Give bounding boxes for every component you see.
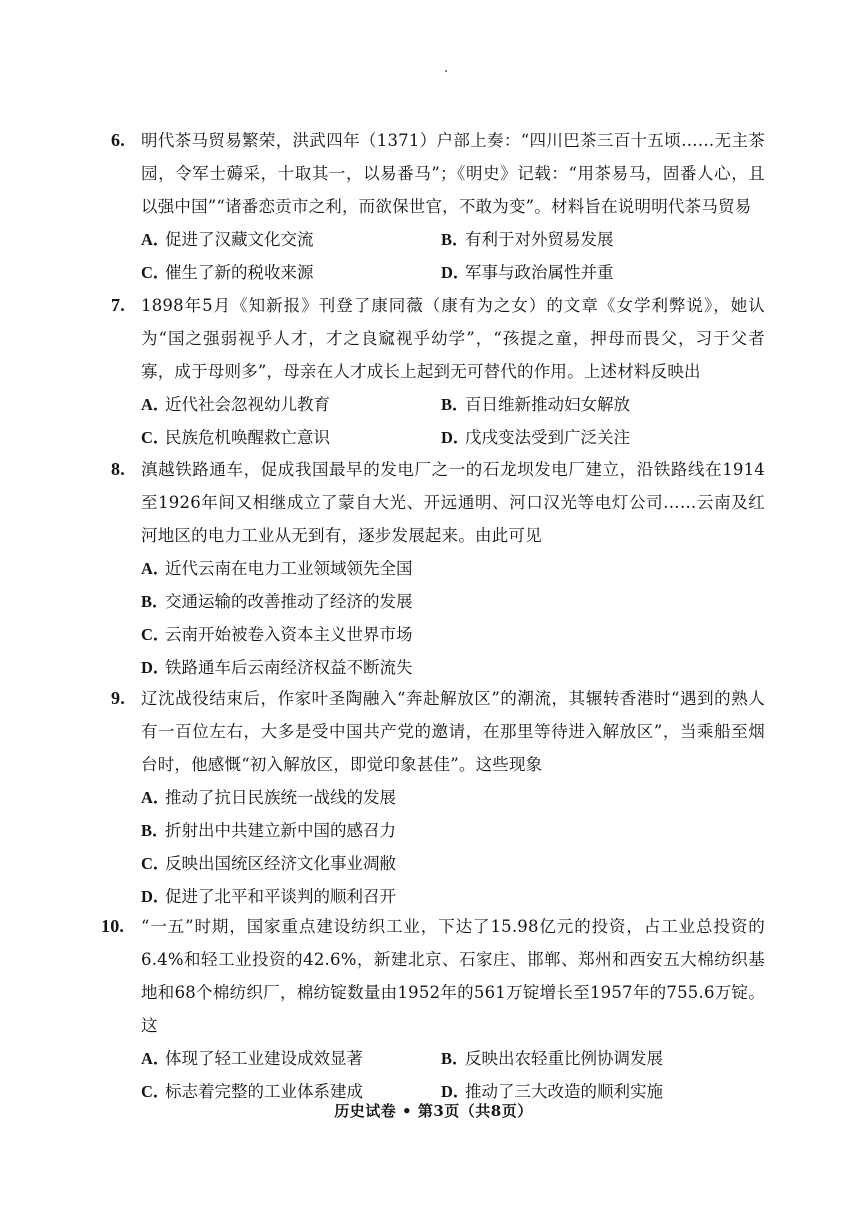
option-letter: A． bbox=[141, 395, 170, 414]
option-text: 促进了汉藏文化交流 bbox=[165, 230, 314, 249]
option-text: 推动了抗日民族统一战线的发展 bbox=[165, 788, 396, 807]
options bbox=[141, 781, 765, 913]
question-8 bbox=[0, 453, 867, 684]
question-text: 1898年5月《知新报》刊登了康同薇（康有为之女）的文章《女学利弊说》，她认为“国之强弱视乎人才，才之良窳视乎幼学”，“孩提之童，押母而畏父，习于父者寡，成于母则多”，母亲在人才成长上起到无可替代的作用。上述材料反映出 bbox=[141, 296, 765, 381]
option-b bbox=[441, 223, 614, 256]
option-text: 推动了三大改造的顺利实施 bbox=[465, 1082, 663, 1101]
question-number: 6. bbox=[111, 130, 125, 150]
option-letter: C． bbox=[141, 1082, 170, 1101]
question-number: 9. bbox=[111, 688, 125, 708]
option-a bbox=[141, 1042, 441, 1075]
option-letter: B． bbox=[141, 821, 169, 840]
page-footer: 历史试卷 • 第3页（共8页） bbox=[334, 1102, 533, 1120]
options bbox=[141, 552, 765, 684]
option-b bbox=[141, 814, 765, 847]
option-text: 百日维新推动妇女解放 bbox=[465, 395, 630, 414]
option-a bbox=[141, 552, 765, 585]
question-7 bbox=[0, 289, 867, 454]
option-text: 催生了新的税收来源 bbox=[165, 263, 314, 282]
option-text: 有利于对外贸易发展 bbox=[465, 230, 614, 249]
options bbox=[141, 1042, 765, 1108]
option-letter: D． bbox=[141, 658, 170, 677]
option-c bbox=[141, 421, 441, 454]
option-letter: B． bbox=[441, 395, 469, 414]
option-letter: A． bbox=[141, 559, 170, 578]
option-text: 军事与政治属性并重 bbox=[465, 263, 614, 282]
option-letter: B． bbox=[441, 1049, 469, 1068]
option-text: 反映出国统区经济文化事业凋敝 bbox=[165, 854, 396, 873]
option-text: 云南开始被卷入资本主义世界市场 bbox=[165, 625, 413, 644]
option-letter: C． bbox=[141, 263, 170, 282]
option-letter: D． bbox=[441, 428, 470, 447]
option-b bbox=[441, 1042, 663, 1075]
option-text: 促进了北平和平谈判的顺利召开 bbox=[165, 887, 396, 906]
option-text: 民族危机唤醒救亡意识 bbox=[165, 428, 330, 447]
option-letter: C． bbox=[141, 625, 170, 644]
option-text: 标志着完整的工业体系建成 bbox=[165, 1082, 363, 1101]
options bbox=[141, 223, 765, 289]
option-letter: A． bbox=[141, 230, 170, 249]
question-text: 辽沈战役结束后，作家叶圣陶融入“奔赴解放区”的潮流，其辗转香港时“遇到的熟人有一百位左右，大多是受中国共产党的邀请，在那里等待进入解放区”，当乘船至烟台时，他感慨“初入解放区，即觉印象甚佳”。这些现象 bbox=[141, 689, 765, 774]
option-letter: A． bbox=[141, 788, 170, 807]
option-text: 铁路通车后云南经济权益不断流失 bbox=[165, 658, 413, 677]
option-letter: C． bbox=[141, 428, 170, 447]
option-text: 反映出农轻重比例协调发展 bbox=[465, 1049, 663, 1068]
option-d bbox=[141, 880, 765, 913]
question-stem bbox=[111, 453, 765, 552]
question-10 bbox=[0, 910, 867, 1108]
option-text: 交通运输的改善推动了经济的发展 bbox=[165, 592, 413, 611]
option-letter: D． bbox=[441, 1082, 470, 1101]
question-text: “一五”时期，国家重点建设纺织工业，下达了15.98亿元的投资，占工业总投资的6.4%和轻工业投资的42.6%，新建北京、石家庄、邯郸、郑州和西安五大棉纺织基地和68个棉纺织厂，棉纺锭数量由1952年的561万锭增长至1957年的755.6万锭。这 bbox=[141, 917, 765, 1035]
option-a bbox=[141, 781, 765, 814]
option-text: 近代社会忽视幼儿教育 bbox=[165, 395, 330, 414]
option-text: 戊戌变法受到广泛关注 bbox=[465, 428, 630, 447]
option-letter: C． bbox=[141, 854, 170, 873]
option-letter: D． bbox=[441, 263, 470, 282]
option-text: 体现了轻工业建设成效显著 bbox=[165, 1049, 363, 1068]
options bbox=[141, 388, 765, 454]
option-b bbox=[441, 388, 630, 421]
option-text: 近代云南在电力工业领域领先全国 bbox=[165, 559, 413, 578]
option-c bbox=[141, 618, 765, 651]
question-9 bbox=[0, 682, 867, 913]
option-letter: A． bbox=[141, 1049, 170, 1068]
option-a bbox=[141, 388, 441, 421]
question-stem bbox=[111, 124, 765, 223]
option-d bbox=[141, 651, 765, 684]
option-c bbox=[141, 256, 441, 289]
option-letter: D． bbox=[141, 887, 170, 906]
question-stem bbox=[101, 910, 765, 1042]
option-letter: B． bbox=[441, 230, 469, 249]
question-stem bbox=[111, 289, 765, 388]
option-b bbox=[141, 585, 765, 618]
option-text: 折射出中共建立新中国的感召力 bbox=[165, 821, 396, 840]
question-number: 7. bbox=[111, 295, 125, 315]
option-a bbox=[141, 223, 441, 256]
scan-speck bbox=[445, 70, 447, 72]
option-c bbox=[141, 847, 765, 880]
question-text: 滇越铁路通车，促成我国最早的发电厂之一的石龙坝发电厂建立，沿铁路线在1914至1926年间又相继成立了蒙自大光、开远通明、河口汉光等电灯公司……云南及红河地区的电力工业从无到有，逐步发展起来。由此可见 bbox=[141, 460, 765, 545]
question-number: 10. bbox=[101, 916, 125, 936]
option-d bbox=[441, 421, 630, 454]
question-stem bbox=[111, 682, 765, 781]
question-6 bbox=[0, 124, 867, 289]
question-text: 明代茶马贸易繁荣，洪武四年（1371）户部上奏：“四川巴茶三百十五顷……无主茶园，令军士薅采，十取其一，以易番马”；《明史》记载：“用茶易马，固番人心，且以强中国”“诸番恋贡市之利，而欲保世官，不敢为变”。材料旨在说明明代茶马贸易 bbox=[141, 131, 765, 216]
option-d bbox=[441, 256, 614, 289]
option-letter: B． bbox=[141, 592, 169, 611]
question-number: 8. bbox=[111, 459, 125, 479]
